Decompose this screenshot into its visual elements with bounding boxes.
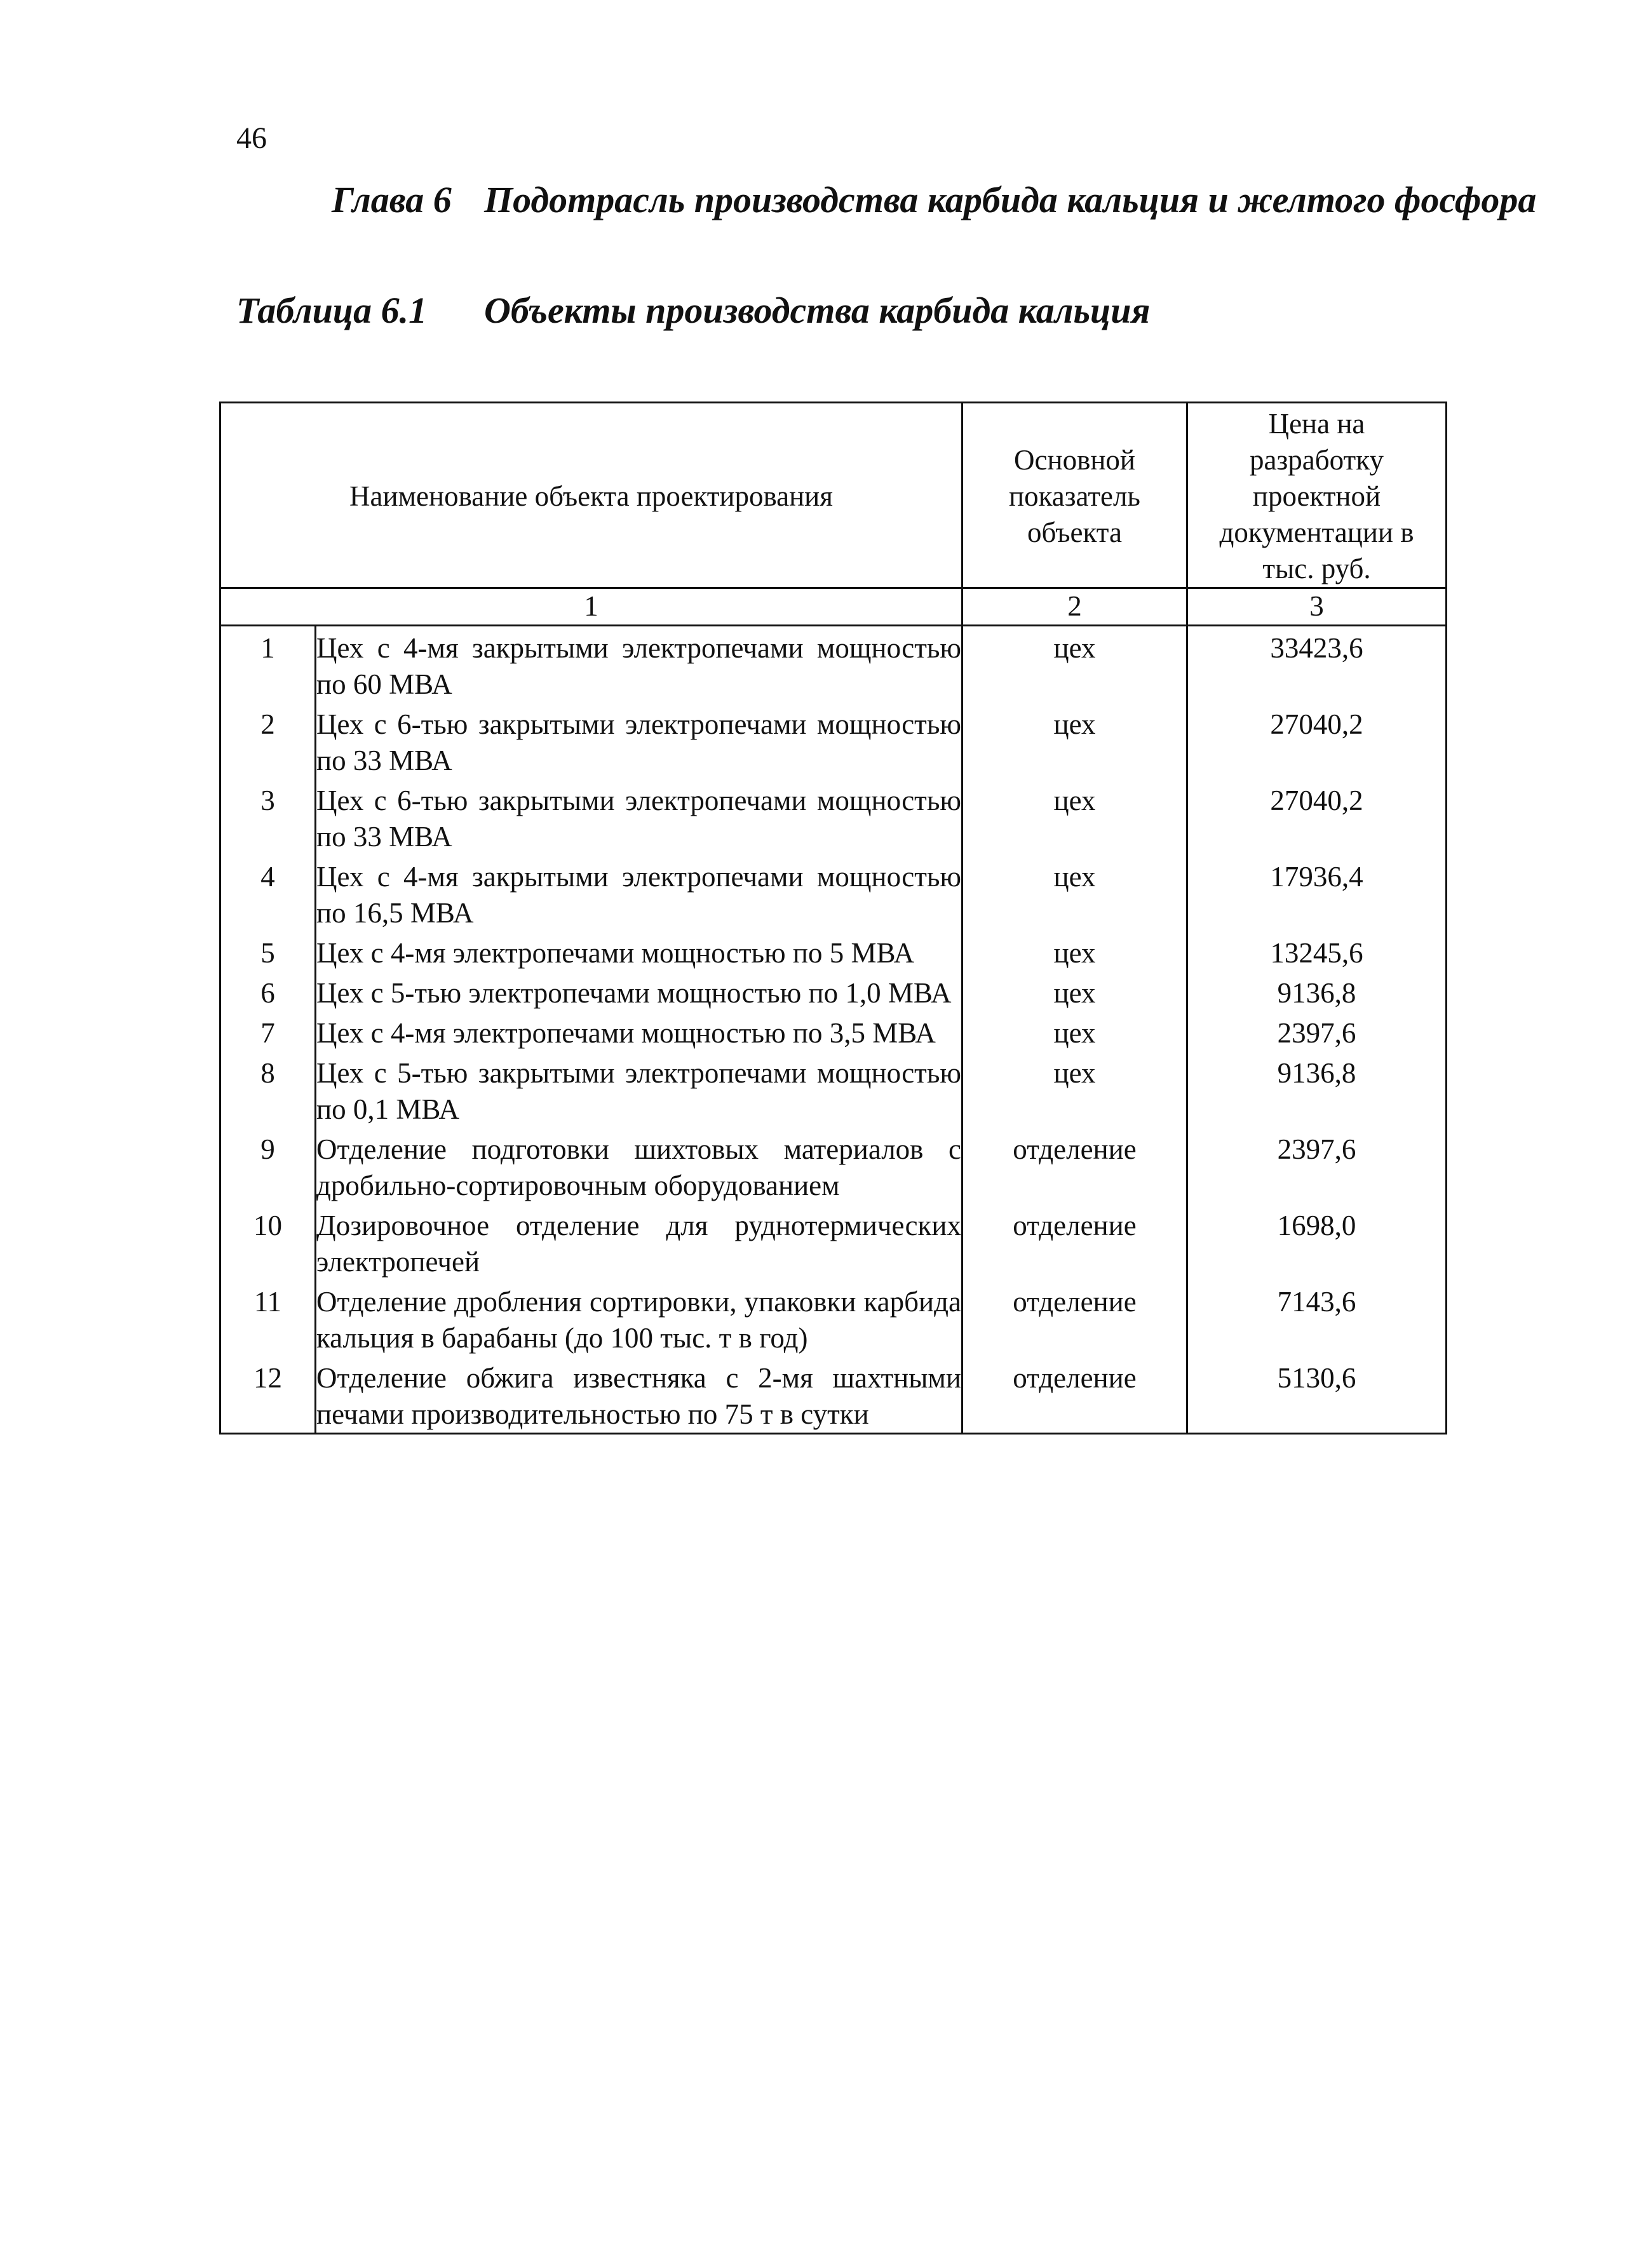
- row-indicator: цех: [962, 855, 1187, 931]
- row-indicator: отделение: [962, 1356, 1187, 1434]
- page-number: 46: [236, 121, 267, 155]
- row-name: Цех с 6-тью закрытыми электропечами мощностью по 33 МВА: [316, 779, 962, 855]
- table-row: [220, 1280, 1447, 1356]
- row-number: 3: [220, 779, 316, 855]
- row-price: 27040,2: [1187, 703, 1447, 779]
- row-name: Цех с 5-тью электропечами мощностью по 1,0 МВА: [316, 971, 962, 1011]
- table-row: [220, 1051, 1447, 1128]
- row-number: 2: [220, 703, 316, 779]
- header-indicator: Основной показатель объекта: [962, 403, 1187, 588]
- chapter-title: Подотрасль производства карбида кальция и желтого фосфора: [484, 179, 1537, 220]
- row-name: Отделение подготовки шихтовых материалов с дробильно-сортировочным оборудованием: [316, 1128, 962, 1204]
- table-row: [220, 931, 1447, 971]
- row-indicator: цех: [962, 1051, 1187, 1128]
- row-name: Цех с 6-тью закрытыми электропечами мощностью по 33 МВА: [316, 703, 962, 779]
- row-indicator: цех: [962, 931, 1187, 971]
- table-caption-title: Объекты производства карбида кальция: [484, 290, 1151, 331]
- row-price: 7143,6: [1187, 1280, 1447, 1356]
- row-name: Цех с 4-мя закрытыми электропечами мощностью по 60 МВА: [316, 626, 962, 703]
- row-price: 9136,8: [1187, 1051, 1447, 1128]
- row-indicator: цех: [962, 1011, 1187, 1051]
- row-indicator: цех: [962, 703, 1187, 779]
- table-row: [220, 703, 1447, 779]
- table-caption-label: Таблица 6.1: [236, 290, 428, 331]
- row-price: 2397,6: [1187, 1128, 1447, 1204]
- row-price: 27040,2: [1187, 779, 1447, 855]
- column-number-2: 2: [962, 588, 1187, 626]
- row-number: 1: [220, 626, 316, 703]
- row-indicator: отделение: [962, 1128, 1187, 1204]
- table-row: [220, 1356, 1447, 1434]
- table-row: [220, 971, 1447, 1011]
- row-number: 7: [220, 1011, 316, 1051]
- row-name: Отделение дробления сортировки, упаковки карбида кальция в барабаны (до 100 тыс. т в год): [316, 1280, 962, 1356]
- row-price: 13245,6: [1187, 931, 1447, 971]
- table-header-row: [220, 403, 1447, 588]
- row-number: 5: [220, 931, 316, 971]
- table-row: [220, 855, 1447, 931]
- row-name: Цех с 5-тью закрытыми электропечами мощностью по 0,1 МВА: [316, 1051, 962, 1128]
- row-name: Дозировочное отделение для руднотермических электропечей: [316, 1204, 962, 1280]
- column-number-1: 1: [220, 588, 962, 626]
- row-number: 9: [220, 1128, 316, 1204]
- column-number-3: 3: [1187, 588, 1447, 626]
- row-price: 1698,0: [1187, 1204, 1447, 1280]
- column-numbers-row: [220, 588, 1447, 626]
- row-indicator: цех: [962, 626, 1187, 703]
- row-number: 4: [220, 855, 316, 931]
- row-indicator: отделение: [962, 1204, 1187, 1280]
- table-row: [220, 779, 1447, 855]
- header-name: Наименование объекта проектирования: [220, 403, 962, 588]
- row-number: 8: [220, 1051, 316, 1128]
- row-indicator: цех: [962, 971, 1187, 1011]
- row-number: 10: [220, 1204, 316, 1280]
- table-row: [220, 1204, 1447, 1280]
- row-price: 9136,8: [1187, 971, 1447, 1011]
- row-name: Отделение обжига известняка с 2-мя шахтными печами производительностью по 75 т в сутки: [316, 1356, 962, 1434]
- table-row: [220, 626, 1447, 703]
- row-indicator: отделение: [962, 1280, 1187, 1356]
- row-number: 6: [220, 971, 316, 1011]
- row-price: 5130,6: [1187, 1356, 1447, 1434]
- objects-table: [219, 402, 1447, 1434]
- row-price: 2397,6: [1187, 1011, 1447, 1051]
- row-name: Цех с 4-мя электропечами мощностью по 5 МВА: [316, 931, 962, 971]
- row-number: 11: [220, 1280, 316, 1356]
- row-price: 17936,4: [1187, 855, 1447, 931]
- row-number: 12: [220, 1356, 316, 1434]
- row-name: Цех с 4-мя электропечами мощностью по 3,5 МВА: [316, 1011, 962, 1051]
- table-row: [220, 1128, 1447, 1204]
- header-price: Цена на разработку проектной документации в тыс. руб.: [1187, 403, 1447, 588]
- table-row: [220, 1011, 1447, 1051]
- row-price: 33423,6: [1187, 626, 1447, 703]
- chapter-label: Глава 6: [332, 179, 452, 220]
- row-name: Цех с 4-мя закрытыми электропечами мощностью по 16,5 МВА: [316, 855, 962, 931]
- row-indicator: цех: [962, 779, 1187, 855]
